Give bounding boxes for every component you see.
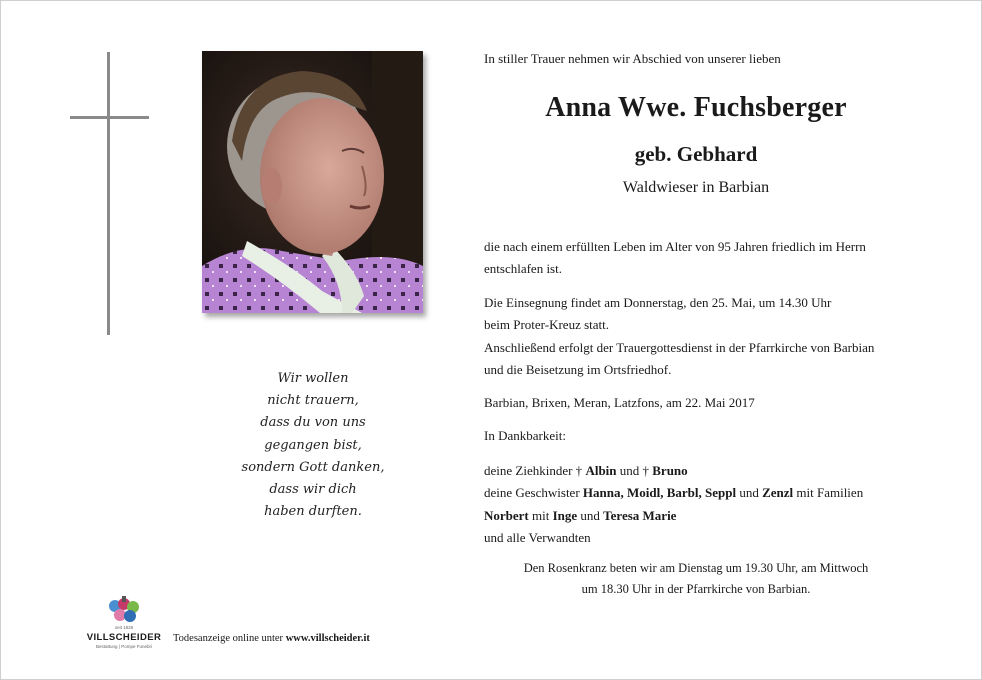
mourner-name: Teresa Marie bbox=[603, 507, 677, 523]
mourner-line: und alle Verwandten bbox=[484, 529, 591, 545]
villscheider-logo bbox=[84, 594, 164, 654]
poem-line: sondern Gott danken, bbox=[241, 459, 385, 475]
text-line: beim Proter-Kreuz statt. bbox=[484, 317, 610, 333]
mourner-name: Hanna, Moidl, Barbl, Seppl bbox=[582, 485, 737, 501]
website-link[interactable]: www.villscheider.it bbox=[285, 633, 370, 644]
logo-emblem-icon bbox=[84, 594, 164, 626]
poem-line: Wir wollen bbox=[277, 371, 349, 386]
text-line: Den Rosenkranz beten wir am Dienstag um 19.30 Uhr, am Mittwoch bbox=[523, 561, 869, 575]
text-line: die nach einem erfüllten Leben im Alter von 95 Jahren friedlich im Herrn bbox=[484, 239, 866, 254]
deceased-name: Anna Wwe. Fuchsberger bbox=[545, 92, 847, 123]
poem-line: haben durften. bbox=[264, 504, 362, 520]
text-line: um 18.30 Uhr in der Pfarrkirche von Barbian. bbox=[581, 582, 811, 596]
intro-text: In stiller Trauer nehmen wir Abschied von unserer lieben bbox=[484, 51, 781, 66]
mourners-list bbox=[484, 460, 924, 549]
poem-line: nicht trauern, bbox=[267, 393, 359, 409]
text-line: Anschließend erfolgt der Trauergottesdienst in der Pfarrkirche von Barbian bbox=[484, 339, 875, 355]
maiden-name: geb. Gebhard bbox=[634, 142, 758, 166]
footer-notice: Todesanzeige online unter www.villscheider.it bbox=[173, 633, 370, 644]
portrait-photo bbox=[202, 51, 423, 313]
funeral-paragraph bbox=[484, 292, 924, 381]
logo-established: seit 1829 bbox=[114, 625, 134, 630]
mourner-name: Albin bbox=[585, 463, 617, 478]
rosary-notice bbox=[484, 558, 908, 600]
poem bbox=[200, 368, 426, 523]
residence: Waldwieser in Barbian bbox=[622, 179, 770, 196]
mourner-line: deine Ziehkinder † Albin und † Bruno bbox=[484, 463, 688, 478]
mourner-line: Norbert mit Inge und Teresa Marie bbox=[484, 507, 677, 523]
poem-line: dass du von uns bbox=[260, 415, 366, 431]
mourner-name: Inge bbox=[552, 507, 578, 523]
text-line: Die Einsegnung findet am Donnerstag, den 25. Mai, um 14.30 Uhr bbox=[484, 295, 832, 310]
text-line: und die Beisetzung im Ortsfriedhof. bbox=[484, 361, 672, 377]
mourner-name: Bruno bbox=[652, 463, 688, 478]
cross-icon bbox=[107, 52, 110, 335]
mourner-name: Norbert bbox=[484, 507, 529, 523]
poem-line: gegangen bist, bbox=[264, 437, 362, 453]
thanks-heading: In Dankbarkeit: bbox=[484, 428, 566, 443]
mourner-name: Zenzl bbox=[762, 485, 794, 501]
logo-name: VILLSCHEIDER bbox=[86, 632, 162, 643]
text-line: entschlafen ist. bbox=[484, 261, 562, 277]
poem-line: dass wir dich bbox=[269, 482, 357, 498]
mourner-line: deine Geschwister Hanna, Moidl, Barbl, Seppl und Zenzl mit Familien bbox=[484, 485, 864, 501]
logo-subtitle: Bestattung | Pompe Funebri bbox=[96, 644, 152, 649]
place-date: Barbian, Brixen, Meran, Latzfons, am 22. Mai 2017 bbox=[484, 395, 755, 410]
cross-icon-bar bbox=[70, 116, 149, 119]
passing-paragraph bbox=[484, 236, 924, 281]
